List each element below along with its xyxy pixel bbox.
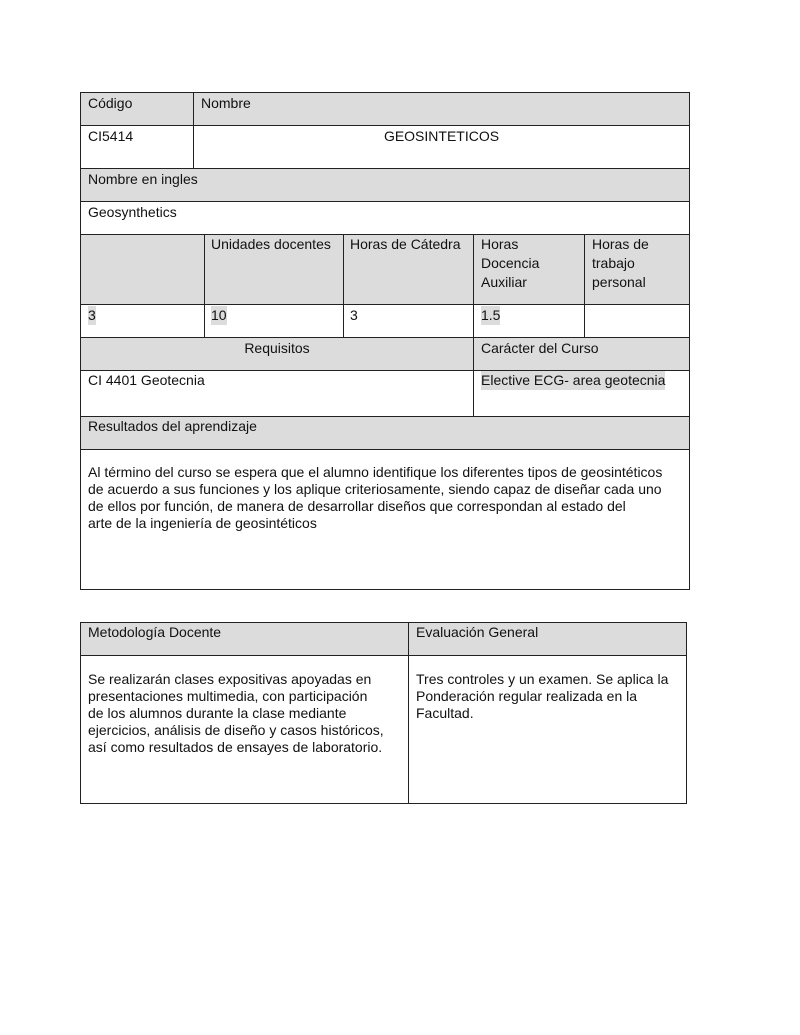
code-header: Código — [88, 95, 133, 111]
method-text-line-4: ejercicios, análisis de diseño y casos históricos, — [88, 722, 384, 738]
personal-hours-cell — [584, 304, 690, 338]
course-code: CI5414 — [88, 128, 134, 144]
method-text-line-5: así como resultados de ensayes de laboratorio. — [88, 739, 383, 755]
credits-value: 3 — [88, 307, 96, 323]
aux-hours-header-cell — [473, 234, 585, 305]
evaluation-text-cell — [408, 655, 687, 804]
name-cell — [193, 125, 690, 169]
method-text-line-1: Se realizarán clases expositivas apoyadas en — [88, 671, 372, 687]
english-label: Nombre en ingles — [88, 171, 198, 187]
requirements-label-cell — [80, 337, 474, 371]
lecture-hours-header: Horas de Cátedra — [350, 236, 461, 252]
character-label: Carácter del Curso — [481, 340, 599, 356]
code-header-cell — [80, 92, 194, 126]
lecture-hours-value: 3 — [350, 307, 358, 323]
personal-hours-header-line-1: Horas de — [592, 236, 649, 252]
method-label-cell — [80, 622, 409, 656]
aux-hours-value: 1.5 — [481, 307, 501, 323]
evaluation-label: Evaluación General — [416, 624, 539, 640]
name-header-cell — [193, 92, 690, 126]
name-header: Nombre — [201, 95, 251, 111]
learning-text-cell — [80, 449, 690, 590]
requirements-value: CI 4401 Geotecnia — [88, 372, 205, 388]
units-header-cell — [204, 234, 344, 305]
credits-cell — [80, 304, 205, 338]
lecture-hours-cell — [343, 304, 474, 338]
learning-text-line-4: arte de la ingeniería de geosintéticos — [88, 515, 317, 531]
requirements-label: Requisitos — [244, 340, 310, 356]
method-text-line-2: presentaciones multimedia, con participación — [88, 688, 368, 704]
character-label-cell — [473, 337, 690, 371]
personal-hours-header-line-3: personal — [592, 274, 646, 290]
personal-hours-header-cell — [584, 234, 690, 305]
learning-text-line-2: de acuerdo a sus funciones y los aplique criteriosamente, siendo capaz de diseñar cada uno — [88, 481, 662, 497]
requirements-cell — [80, 370, 474, 417]
character-cell — [473, 370, 690, 417]
method-text-cell — [80, 655, 409, 804]
evaluation-label-cell — [408, 622, 687, 656]
lecture-hours-header-cell — [343, 234, 474, 305]
aux-hours-header-line-1: Horas — [481, 236, 519, 252]
personal-hours-header-line-2: trabajo — [592, 255, 635, 271]
english-name: Geosynthetics — [88, 204, 177, 220]
aux-hours-cell — [473, 304, 585, 338]
english-label-cell — [80, 168, 690, 202]
course-name: GEOSINTETICOS — [383, 128, 500, 144]
english-name-cell — [80, 201, 690, 235]
method-text-line-3: de los alumnos durante la clase mediante — [88, 705, 347, 721]
code-cell — [80, 125, 194, 169]
learning-text-line-3: de ellos por función, de manera de desarrollar diseños que correspondan al estado del — [88, 498, 626, 514]
evaluation-text-line-3: Facultad. — [416, 705, 474, 721]
evaluation-text-line-1: Tres controles y un examen. Se aplica la — [416, 671, 669, 687]
units-cell — [204, 304, 344, 338]
learning-text-line-1: Al término del curso se espera que el alumno identifique los diferentes tipos de geosintéticos — [88, 464, 663, 480]
evaluation-text-line-2: Ponderación regular realizada en la — [416, 688, 638, 704]
units-header: Unidades docentes — [211, 236, 331, 252]
aux-hours-header-line-2: Docencia — [481, 255, 540, 271]
units-value: 10 — [211, 307, 227, 323]
credits-header-cell — [80, 234, 205, 305]
learning-label: Resultados del aprendizaje — [88, 418, 257, 434]
method-label: Metodología Docente — [88, 624, 222, 640]
character-value: Elective ECG- area geotecnia — [481, 372, 666, 388]
learning-label-cell — [80, 416, 690, 450]
aux-hours-header-line-3: Auxiliar — [481, 274, 527, 290]
